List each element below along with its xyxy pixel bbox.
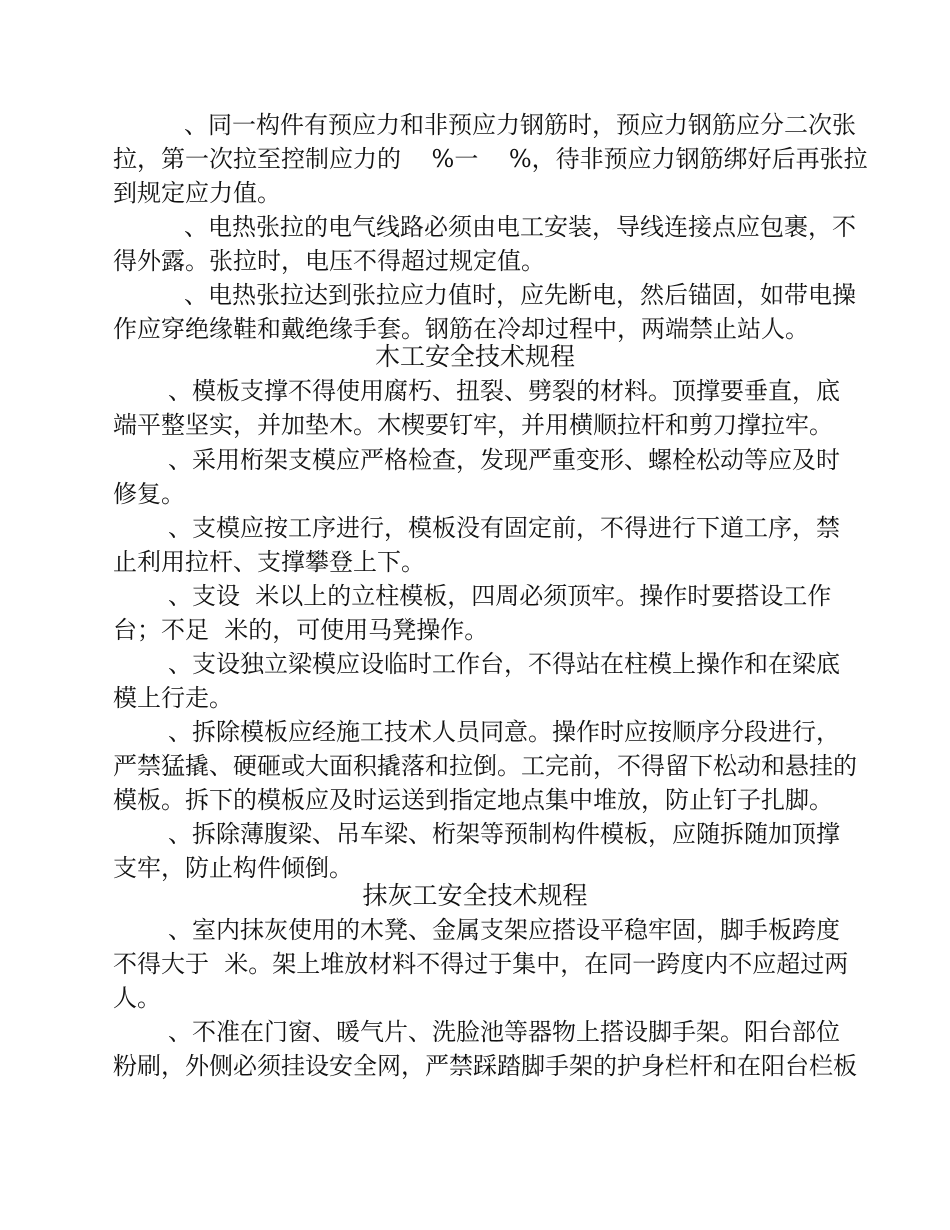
paragraph-line: 、室内抹灰使用的木凳、金属支架应搭设平稳牢固，脚手板跨度 — [168, 916, 840, 944]
paragraph-line: 、电热张拉的电气线路必须由电工安装，导线连接点应包裹，不 — [184, 213, 856, 241]
paragraph-line: 端平整坚实，并加垫木。木楔要钉牢，并用横顺拉杆和剪刀撑拉牢。 — [113, 411, 833, 439]
paragraph-line: 、支设 米以上的立柱模板，四周必须顶牢。操作时要搭设工作 — [168, 582, 832, 610]
paragraph-line: 、模板支撑不得使用腐朽、扭裂、劈裂的材料。顶撑要垂直，底 — [168, 377, 840, 405]
paragraph-line: 人。 — [113, 984, 161, 1012]
paragraph-line: 模板。拆下的模板应及时运送到指定地点集中堆放，防止钉子扎脚。 — [113, 786, 833, 814]
paragraph-line: 拉，第一次拉至控制应力的 %一 %，待非预应力钢筋绑好后再张拉 — [113, 145, 868, 173]
paragraph-line: 到规定应力值。 — [113, 179, 281, 207]
paragraph-line: 不得大于 米。架上堆放材料不得过于集中，在同一跨度内不应超过两 — [113, 950, 849, 978]
paragraph-line: 、同一构件有预应力和非预应力钢筋时，预应力钢筋应分二次张 — [184, 111, 856, 139]
paragraph-line: 、支设独立梁模应设临时工作台，不得站在柱模上操作和在梁底 — [168, 650, 840, 678]
paragraph-line: 、拆除模板应经施工技术人员同意。操作时应按顺序分段进行， — [168, 718, 840, 746]
paragraph-line: 、不准在门窗、暖气片、洗脸池等器物上搭设脚手架。阳台部位 — [168, 1018, 840, 1046]
paragraph-line: 止利用拉杆、支撑攀登上下。 — [113, 548, 425, 576]
section-title-plastering: 抹灰工安全技术规程 — [362, 881, 588, 910]
paragraph-line: 作应穿绝缘鞋和戴绝缘手套。钢筋在冷却过程中，两端禁止站人。 — [113, 315, 809, 343]
paragraph-line: 支牢，防止构件倾倒。 — [113, 854, 353, 882]
section-title-carpentry: 木工安全技术规程 — [374, 342, 575, 371]
paragraph-line: 粉刷，外侧必须挂设安全网，严禁踩踏脚手架的护身栏杆和在阳台栏板 — [113, 1052, 857, 1080]
paragraph-line: 台；不足 米的，可使用马凳操作。 — [113, 616, 489, 644]
paragraph-line: 模上行走。 — [113, 684, 233, 712]
paragraph-line: 修复。 — [113, 480, 185, 508]
paragraph-line: 、支模应按工序进行，模板没有固定前，不得进行下道工序，禁 — [168, 514, 840, 542]
paragraph-line: 严禁猛撬、硬砸或大面积撬落和拉倒。工完前，不得留下松动和悬挂的 — [113, 752, 857, 780]
paragraph-line: 、采用桁架支模应严格检查，发现严重变形、螺栓松动等应及时 — [168, 446, 840, 474]
paragraph-line: 得外露。张拉时，电压不得超过规定值。 — [113, 247, 545, 275]
paragraph-line: 、拆除薄腹梁、吊车梁、桁架等预制构件模板，应随拆随加顶撑 — [168, 820, 840, 848]
paragraph-line: 、电热张拉达到张拉应力值时，应先断电，然后锚固，如带电操 — [184, 281, 856, 309]
